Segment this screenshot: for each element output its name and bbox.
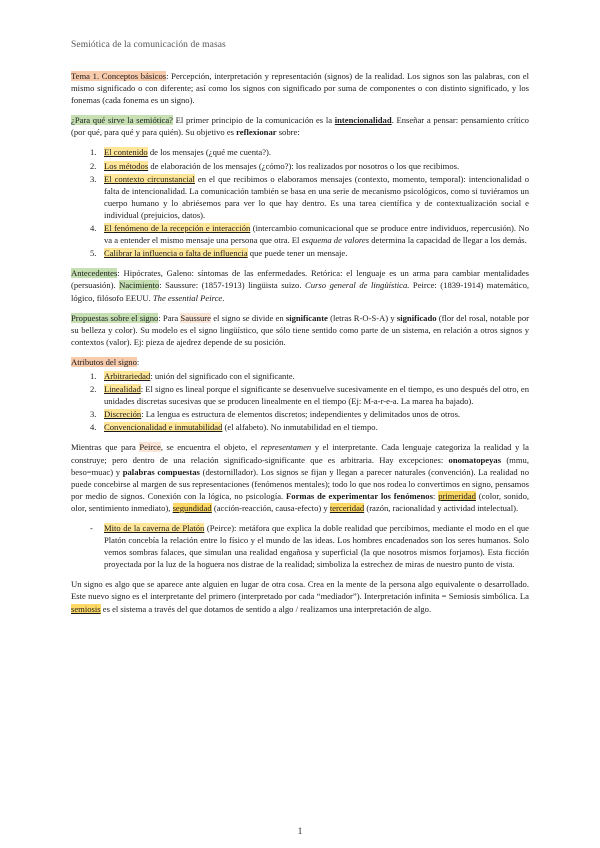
- list-item: [71, 383, 529, 407]
- highlight-item: Calibrar la influencia o falta de influencia: [104, 248, 248, 259]
- paragraph-text: : Percepción, interpretación y representación (signos) de la realidad. Los signos son las palabras, con el mismo significado o con diferente; así como los signos con significado por suma de componentes o con distinto significado, y los fonemas (cada fonema es un signo).: [71, 71, 529, 106]
- paragraph-text: :: [136, 356, 140, 367]
- highlight-saussure: Saussure: [180, 312, 211, 323]
- paragraph-tema-1: [71, 70, 529, 106]
- list-text: determina la capacidad de llegar a los demás.: [369, 235, 527, 246]
- list-number: 2.: [90, 160, 97, 171]
- paragraph-text: (color, sonido, olor, sentimiento inmediato),: [71, 490, 530, 513]
- paragraph-text: : Saussure: (1857-1913) lingüista suizo.: [159, 280, 306, 291]
- paragraph-text: y el interpretante. Cada lenguaje categoriza la realidad y la construye; pero dentro de una relación significado-significante que es arbitraria. Hay excepciones:: [71, 442, 529, 465]
- highlight-para-que-sirve: ¿Para qué sirve la semiótica?: [71, 115, 173, 126]
- highlight-item: Linealidad: [104, 384, 141, 395]
- term-formas-experimentar: Formas de experimentar los fenómenos: [286, 490, 433, 501]
- highlight-terceridad: terceridad: [329, 502, 365, 513]
- paragraph-atributos: [71, 356, 529, 368]
- list-text: de los mensajes (¿qué me cuenta?).: [147, 147, 272, 158]
- paragraph-text: . Enseñar a pensar: pensamiento crítico (por qué, para qué y para quién). Su objetivo es: [71, 115, 529, 138]
- paragraph-text: es el sistema a través del que dotamos de sentido a algo / realizamos una interpretación de algo.: [100, 603, 432, 614]
- paragraph-text: (mmu, beso=muac) y: [71, 454, 529, 477]
- list-text: en el que recibimos o elaboramos mensajes (contexto, momento, temporal): intencionalidad o falta de intencionalidad. La comunicación también se basa en una serie de mecanismo psicológicos, como si tuviéramos un cuerpo humano y lo abriésemos para ver lo que hay dentro. Es una tarea científica y de contextualización social e individual (prejuicios, datos).: [104, 173, 529, 220]
- list-text: (Peirce): metáfora que explica la doble realidad que percibimos, mediante el modo en el que Platón concebía la relación entre lo físico y el mundo de las ideas. Los hombres encadenados son los seres humanos. Solo vemos sombras falaces, que simulan una realidad engañosa y superficial (la que nosotros mismos forjamos). Esta ficción proyectada por la luz de la hoguera nos distrae de la realidad; simboliza la estrechez de miras de nuestro punto de vista.: [104, 523, 529, 570]
- list-number: 4.: [90, 223, 97, 234]
- paragraph-text: (letras R-O-S-A) y: [327, 312, 397, 323]
- paragraph-text: Un signo es algo que se aparece ante alguien en lugar de otra cosa. Crea en la mente de la persona algo equivalente o desarrollado. Este nuevo signo es el interpretante del primero (interpretado por cada “mediador”). Interpretación infinita = Semiosis simbólica. La: [71, 579, 529, 602]
- paragraph-text: (destornillador). Los signos se fijan y llegan a parecer naturales (convención). La realidad no puede concebirse al margen de sus representaciones (fenómenos mentales); todo lo que nos rodea lo convertimos en signo, pensamos por medio de signos. Conexión con la lógica, no psicología.: [71, 466, 529, 501]
- paragraph-text: (flor del rosal, notable por su belleza y color). Su modelo es el signo lingüístico, que sólo tiene sentido como parte de un sistema, en relación a otros signos y contextos (valor). Ej: pieza de ajedrez depende de su posición.: [71, 312, 529, 347]
- highlight-semiosis: semiosis: [71, 603, 101, 614]
- term-intencionalidad: intencionalidad: [334, 115, 392, 126]
- list-text: (intercambio comunicacional que se produce entre individuos, repercusión). No va a entender el mismo mensaje una persona que otra. El: [104, 223, 529, 246]
- list-item: [71, 160, 529, 172]
- page-number: 1: [297, 826, 303, 836]
- list-text: : unión del significado con el significante.: [150, 370, 295, 381]
- paragraph-peirce: [71, 441, 529, 514]
- paragraph-text: :: [432, 490, 439, 501]
- list-item: [71, 408, 529, 420]
- paragraph-text: : Para: [158, 312, 181, 323]
- paragraph-text: Peirce: (1839-1914) matemático, lógico, filósofo EEUU.: [71, 280, 530, 303]
- highlight-primeridad: primeridad: [438, 490, 476, 501]
- highlight-item: Los métodos: [104, 160, 149, 171]
- paragraph-text: El primer principio de la comunicación es la: [172, 115, 335, 126]
- highlight-item: Arbitrariedad: [104, 370, 151, 381]
- term-palabras-compuestas: palabras compuestas: [122, 466, 200, 477]
- highlight-mito-caverna: Mito de la caverna de Platón: [104, 523, 205, 533]
- paragraph-text: (razón, racionalidad y actividad intelectual).: [364, 502, 519, 513]
- attributes-list: [71, 370, 529, 433]
- list-item: [71, 222, 529, 246]
- list-number: 3.: [90, 409, 97, 420]
- highlight-segundidad: segundidad: [172, 502, 212, 513]
- paragraph-text: el signo se divide en: [210, 312, 286, 323]
- highlight-propuestas: Propuestas sobre el signo: [71, 312, 159, 323]
- italic-title: The essential Peirce: [152, 292, 223, 303]
- paragraph-para-que-sirve: [71, 114, 529, 138]
- document-body: [71, 70, 529, 623]
- list-text: : El signo es lineal porque el significante se desenvuelve sucesivamente en el tiempo, es uno después del otro, en unidades discretas sucesivas que se producen linealmente en el tiempo (Ej: M-a-r-e-a. La marea ha bajado).: [104, 384, 529, 407]
- highlight-nacimiento: Nacimiento: [119, 280, 160, 291]
- list-item: [71, 522, 529, 570]
- italic-term: esquema de valores: [301, 235, 370, 246]
- highlight-peirce: Peirce: [139, 442, 161, 453]
- highlight-antecedentes: Antecedentes: [71, 268, 118, 279]
- list-item: [71, 173, 529, 221]
- highlight-item: Convencionalidad e inmutabilidad: [104, 422, 223, 433]
- term-significado: significado: [396, 312, 437, 323]
- highlight-item: Discreción: [104, 409, 142, 420]
- list-dash: -: [90, 523, 93, 533]
- paragraph-text: : Hipócrates, Galeno: síntomas de las enfermedades. Retórica: el lenguaje es un arma para cambiar mentalidades (persuasión).: [71, 268, 529, 291]
- list-text: que puede tener un mensaje.: [247, 248, 348, 259]
- running-header: Semiótica de la comunicación de masas: [71, 40, 226, 50]
- list-text: de elaboración de los mensajes (¿cómo?): los realizados por nosotros o los que recibimos.: [148, 160, 460, 171]
- paragraph-text: , se encuentra el objeto, el: [160, 442, 261, 453]
- highlight-item: El fenómeno de la recepción e interacción: [104, 223, 251, 234]
- list-number: 1.: [90, 370, 97, 381]
- objectives-list: [71, 146, 529, 259]
- list-item: [71, 146, 529, 158]
- highlight-item: El contenido: [104, 147, 148, 158]
- paragraph-propuestas: [71, 312, 529, 348]
- list-text: (el alfabeto). No inmutabilidad en el tiempo.: [222, 422, 378, 433]
- caverna-list: [71, 522, 529, 570]
- highlight-item: El contexto circunstancial: [104, 173, 195, 184]
- paragraph-text: sobre:: [276, 127, 300, 138]
- term-onomatopeyas: onomatopeyas: [448, 454, 502, 465]
- paragraph-text: (acción-reacción, causa-efecto) y: [211, 502, 330, 513]
- italic-title: Curso general de lingüística.: [305, 280, 410, 291]
- list-number: 2.: [90, 384, 97, 395]
- list-number: 5.: [90, 248, 97, 259]
- paragraph-semiosis: [71, 578, 529, 614]
- list-item: [71, 421, 529, 433]
- list-text: : La lengua es estructura de elementos discretos; independientes y delimitados unos de otros.: [141, 409, 461, 420]
- list-number: 4.: [90, 422, 97, 433]
- list-item: [71, 247, 529, 259]
- list-item: [71, 370, 529, 382]
- highlight-tema-1: Tema 1. Conceptos básicos: [71, 71, 167, 81]
- list-number: 1.: [90, 147, 97, 158]
- highlight-atributos: Atributos del signo: [71, 356, 137, 367]
- list-number: 3.: [90, 173, 97, 184]
- paragraph-text: Mientras que para: [71, 442, 140, 453]
- paragraph-antecedentes: [71, 267, 529, 303]
- term-significante: significante: [285, 312, 328, 323]
- paragraph-text: .: [222, 292, 225, 303]
- italic-term: representamen: [260, 442, 312, 453]
- term-reflexionar: reflexionar: [236, 127, 277, 138]
